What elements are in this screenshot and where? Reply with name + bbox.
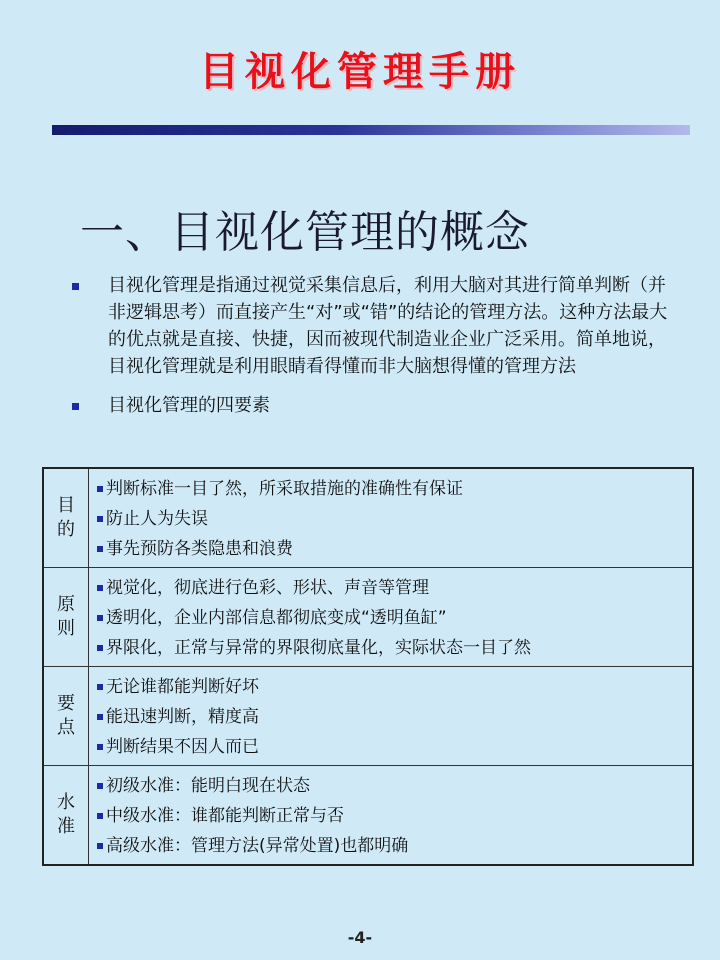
bullet-text: 目视化管理是指通过视觉采集信息后，利用大脑对其进行简单判断（并非逻辑思考）而直接产生“对”或“错”的结论的管理方法。这种方法最大的优点就是直接、快捷，因而被现代制造业企业广泛采用。简单地说，目视化管理就是利用眼睛看得懂而非大脑想得懂的管理方法 bbox=[108, 275, 668, 377]
bullet-square-icon bbox=[97, 813, 103, 819]
bullet-square-icon bbox=[97, 486, 103, 492]
bullet-text: 目视化管理的四要素 bbox=[108, 395, 270, 416]
bullet-square-icon bbox=[97, 615, 103, 621]
row-category: 水 准 bbox=[43, 766, 89, 866]
table-row bbox=[43, 568, 693, 667]
list-item: 中级水准：谁都能判断正常与否 bbox=[97, 804, 684, 828]
bullet-square-icon bbox=[97, 516, 103, 522]
row-category: 要 点 bbox=[43, 667, 89, 766]
row-category: 原 则 bbox=[43, 568, 89, 667]
bullet-square-icon bbox=[97, 585, 103, 591]
list-item: 无论谁都能判断好坏 bbox=[97, 675, 684, 699]
bullet-square-icon bbox=[72, 403, 79, 410]
bullet-square-icon bbox=[97, 546, 103, 552]
row-items bbox=[89, 468, 694, 568]
table-row bbox=[43, 468, 693, 568]
bullet-square-icon bbox=[97, 645, 103, 651]
bullet-list bbox=[72, 272, 672, 431]
bullet-square-icon bbox=[97, 744, 103, 750]
row-items bbox=[89, 667, 694, 766]
bullet-item bbox=[72, 392, 672, 419]
list-item: 判断结果不因人而已 bbox=[97, 735, 684, 759]
title-divider bbox=[52, 125, 690, 135]
list-item: 视觉化，彻底进行色彩、形状、声音等管理 bbox=[97, 576, 684, 600]
four-elements-table bbox=[42, 467, 694, 866]
table-row bbox=[43, 766, 693, 866]
list-item: 初级水准：能明白现在状态 bbox=[97, 774, 684, 798]
list-item: 界限化，正常与异常的界限彻底量化，实际状态一目了然 bbox=[97, 636, 684, 660]
bullet-item bbox=[72, 272, 672, 380]
list-item: 能迅速判断，精度高 bbox=[97, 705, 684, 729]
bullet-square-icon bbox=[97, 843, 103, 849]
row-items bbox=[89, 568, 694, 667]
list-item: 透明化，企业内部信息都彻底变成“透明鱼缸” bbox=[97, 606, 684, 630]
document-title: 目视化管理手册 bbox=[199, 49, 521, 95]
section-heading: 一、目视化管理的概念 bbox=[80, 207, 530, 258]
table-row bbox=[43, 667, 693, 766]
row-category: 目 的 bbox=[43, 468, 89, 568]
bullet-square-icon bbox=[97, 684, 103, 690]
bullet-square-icon bbox=[72, 283, 79, 290]
list-item: 事先预防各类隐患和浪费 bbox=[97, 537, 684, 561]
page-number: -4- bbox=[347, 928, 373, 947]
list-item: 防止人为失误 bbox=[97, 507, 684, 531]
bullet-square-icon bbox=[97, 714, 103, 720]
list-item: 判断标准一目了然，所采取措施的准确性有保证 bbox=[97, 477, 684, 501]
bullet-square-icon bbox=[97, 783, 103, 789]
list-item: 高级水准：管理方法(异常处置)也都明确 bbox=[97, 834, 684, 858]
row-items bbox=[89, 766, 694, 866]
